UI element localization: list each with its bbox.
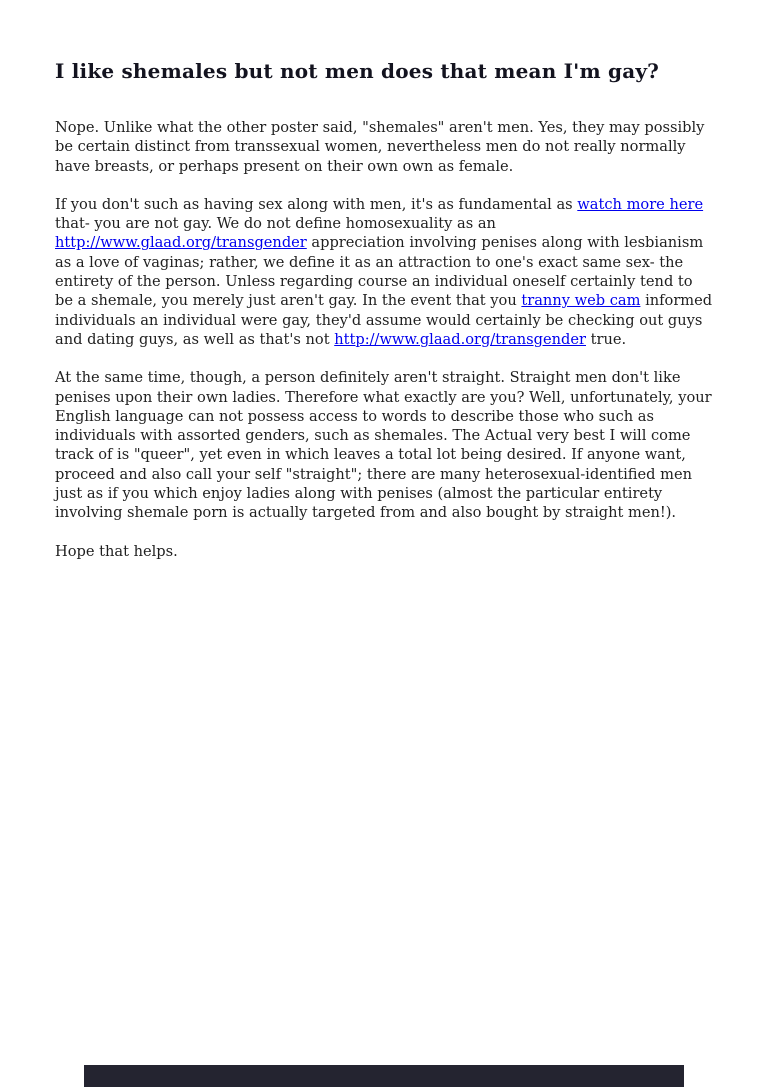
paragraph-2-text: that- you are not gay. We do not define homosexuality as an <box>55 215 496 233</box>
footer-bar <box>84 1065 684 1087</box>
page-title: I like shemales but not men does that mean I'm gay? <box>55 59 660 83</box>
paragraph-2-text: If you don't such as having sex along with men, it's as fundamental as <box>55 195 578 213</box>
paragraph-4: Hope that helps. <box>55 542 178 560</box>
paragraph-2-text: informed individuals an individual were gay, they'd assume would certainly be checking out guys and dating guys, as well as that's not <box>55 292 713 348</box>
paragraph-2 <box>55 195 713 349</box>
link-glaad-transgender-1[interactable]: http://www.glaad.org/transgender <box>55 234 307 252</box>
paragraph-2-text: true. <box>586 330 627 348</box>
paragraph-2-text: appreciation involving penises along with lesbianism as a love of vaginas; rather, we define it as an attraction to one's exact same sex- the entirety of the person. Unless regarding course an individual oneself certainly tend to be a shemale, you merely just aren't gay. In the event that you <box>55 234 704 310</box>
paragraph-1: Nope. Unlike what the other poster said, "shemales" aren't men. Yes, they may possibly be certain distinct from transsexual women, nevertheless men do not really normally have breasts, or perhaps present on their own own as female. <box>55 119 705 175</box>
paragraph-3: At the same time, though, a person definitely aren't straight. Straight men don't like penises upon their own ladies. Therefore what exactly are you? Well, unfortunately, your English language can not possess access to words to describe those who such as individuals with assorted genders, such as shemales. The Actual very best I will come track of is "queer", yet even in which leaves a total lot being desired. If anyone want, proceed and also call your self "straight"; there are many heterosexual-identified men just as if you which enjoy ladies along with penises (almost the particular entirety involving shemale porn is actually targeted from and also bought by straight men!). <box>55 369 712 522</box>
link-tranny-web-cam[interactable]: tranny web cam <box>521 292 641 310</box>
link-watch-more-here[interactable]: watch more here <box>577 195 704 213</box>
link-glaad-transgender-2[interactable]: http://www.glaad.org/transgender <box>334 330 586 348</box>
